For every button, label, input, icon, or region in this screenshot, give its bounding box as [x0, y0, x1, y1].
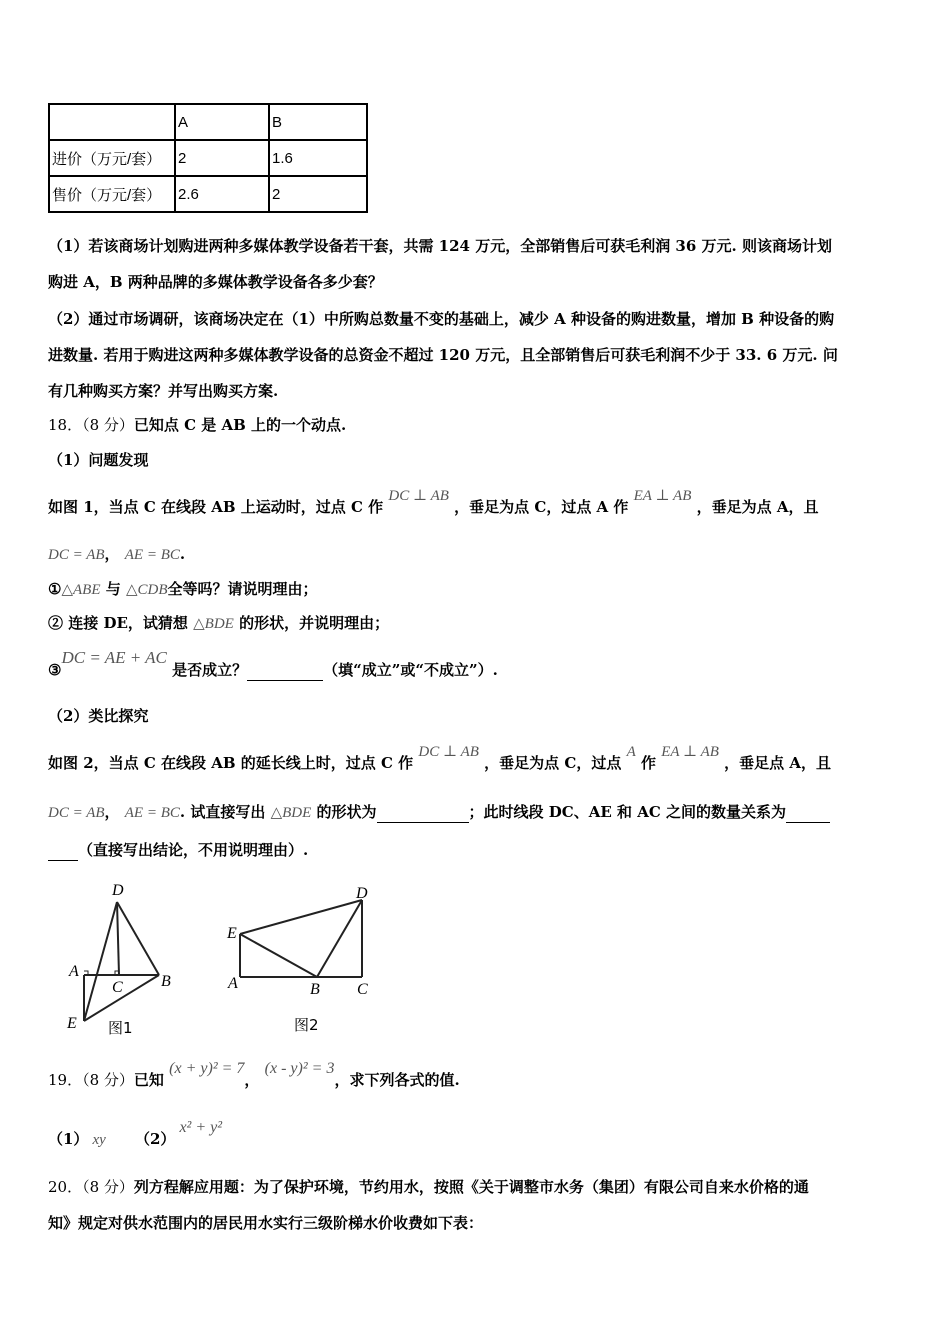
text: 全等吗？请说明理由；	[167, 580, 318, 598]
math-point-a: A	[626, 744, 636, 760]
text: ，垂足点 A，且	[724, 754, 832, 772]
label-c: C	[112, 979, 123, 996]
figure-caption: 图1	[108, 1019, 133, 1037]
text: ② 连接 DE，试猜想	[48, 614, 188, 632]
q18-question3	[48, 648, 498, 681]
text: 如图 2，当点 C 在线段 AB 的延长线上时，过点 C 作	[48, 754, 414, 772]
figure-caption: 图2	[294, 1016, 319, 1034]
text: （2）	[135, 1130, 176, 1148]
text: 的形状为	[316, 803, 377, 821]
math-triangle-abe: △ABE	[61, 582, 101, 598]
math-diff-squared: (x - y)² = 3	[264, 1060, 335, 1077]
text: ①	[48, 580, 62, 598]
text: 已知	[133, 1071, 164, 1089]
text: ，垂足为点 C，过点 A 作	[454, 498, 629, 516]
text: ，	[244, 1071, 260, 1089]
table-cell	[49, 104, 175, 140]
q18-figure1-statement	[48, 488, 819, 518]
q18-figure2-end	[48, 840, 308, 861]
answer-blank[interactable]	[247, 660, 323, 681]
math-x2-plus-y2: x² + y²	[179, 1119, 223, 1136]
math-ae-eq-bc: AE = BC	[124, 547, 180, 563]
table-cell: 2	[269, 176, 367, 212]
text: ，	[104, 545, 120, 563]
math-dc-eq-ae-plus-ac: DC = AE + AC	[61, 648, 167, 667]
text: ；此时线段 DC、AE 和 AC 之间的数量关系为	[468, 803, 787, 821]
q17-part2-line1: （2）通过市场调研，该商场决定在（1）中所购总数量不变的基础上，减少 A 种设备的购进数量，增加 B 种设备的购	[48, 310, 835, 328]
q17-part2-line2: 进数量. 若用于购进这两种多媒体教学设备的总资金不超过 120 万元，且全部销售后可获毛利润不少于 33. 6 万元. 问	[48, 346, 838, 364]
math-triangle-cdb: △CDB	[125, 582, 168, 598]
price-table	[48, 103, 368, 213]
math-dc-perp-ab: DC ⊥ AB	[388, 488, 449, 504]
figure-2	[222, 878, 382, 1038]
text: ，垂足为点 C，过点	[484, 754, 622, 772]
math-dc-eq-ab: DC = AB	[48, 805, 105, 821]
segment-dc	[117, 902, 119, 975]
math-triangle-bde: △BDE	[193, 616, 234, 632]
table-cell: A	[175, 104, 269, 140]
text: 作	[640, 754, 656, 772]
table-cell: 进价（万元/套）	[49, 140, 175, 176]
text: （1）	[48, 1130, 89, 1148]
q18-section1-title: （1）问题发现	[48, 451, 149, 469]
segment-db	[117, 902, 159, 975]
q18-figure2-statement	[48, 744, 832, 774]
text: （直接写出结论，不用说明理由）.	[78, 841, 309, 859]
label-b: B	[310, 981, 320, 998]
label-b: B	[161, 973, 171, 990]
label-d: D	[356, 885, 368, 902]
label-c: C	[357, 981, 368, 998]
text: （填“成立”或“不成立”）.	[323, 661, 498, 679]
label-e: E	[67, 1015, 77, 1032]
text: 如图 1，当点 C 在线段 AB 上运动时，过点 C 作	[48, 498, 384, 516]
math-dc-eq-ab: DC = AB	[48, 547, 105, 563]
q18-figure2-conditions	[48, 802, 830, 823]
question-number: 18．（8 分）	[48, 416, 134, 434]
math-sum-squared: (x + y)² = 7	[169, 1060, 245, 1077]
math-triangle-bde: △BDE	[270, 805, 312, 821]
q17-part1-line2: 购进 A，B 两种品牌的多媒体教学设备各多少套？	[48, 273, 383, 291]
q18-intro	[48, 415, 346, 435]
label-a: A	[228, 975, 238, 992]
text: ，垂足为点 A，且	[696, 498, 819, 516]
label-d: D	[112, 882, 124, 899]
text: . 试直接写出	[179, 803, 266, 821]
q20-line1	[48, 1177, 809, 1197]
q17-part1-line1: （1）若该商场计划购进两种多媒体教学设备若干套，共需 124 万元，全部销售后可获毛利润 36 万元. 则该商场计划	[48, 237, 832, 255]
question-number: 20．（8 分）	[48, 1178, 134, 1196]
answer-blank[interactable]	[786, 802, 830, 823]
segment-eb	[240, 934, 317, 977]
label-e: E	[227, 925, 237, 942]
q18-section2-title: （2）类比探究	[48, 707, 149, 725]
text: 列方程解应用题：为了保护环境，节约用水，按照《关于调整市水务（集团）有限公司自来水价格的通	[133, 1178, 809, 1196]
math-ea-perp-ab: EA ⊥ AB	[661, 744, 719, 760]
q18-question1	[48, 579, 318, 600]
text: ，	[104, 803, 120, 821]
math-xy: xy	[92, 1132, 106, 1148]
q18-conditions	[48, 544, 185, 565]
text: .	[179, 545, 186, 563]
math-ae-eq-bc: AE = BC	[124, 805, 180, 821]
segment-ed	[240, 900, 362, 934]
answer-blank[interactable]	[377, 802, 469, 823]
q20-line2: 知》规定对供水范围内的居民用水实行三级阶梯水价收费如下表：	[48, 1214, 484, 1232]
table-cell: 2.6	[175, 176, 269, 212]
table-header-row	[49, 104, 367, 140]
q17-part2-line3: 有几种购买方案？并写出购买方案.	[48, 382, 279, 400]
question-number: 19．（8 分）	[48, 1071, 134, 1089]
text: 的形状，并说明理由；	[239, 614, 390, 632]
answer-blank[interactable]	[48, 840, 78, 861]
text: 是否成立？	[172, 661, 248, 679]
q19-parts	[48, 1119, 223, 1150]
text: ③	[48, 661, 62, 679]
math-ea-perp-ab: EA ⊥ AB	[633, 488, 692, 504]
figure-1	[55, 878, 195, 1038]
table-cell: 1.6	[269, 140, 367, 176]
table-cell: B	[269, 104, 367, 140]
q18-question2	[48, 613, 389, 634]
table-row	[49, 140, 367, 176]
label-a: A	[69, 963, 79, 980]
q19-statement	[48, 1060, 460, 1091]
table-row	[49, 176, 367, 212]
table-cell: 售价（万元/套）	[49, 176, 175, 212]
text: ，求下列各式的值.	[334, 1071, 460, 1089]
table-cell: 2	[175, 140, 269, 176]
math-dc-perp-ab: DC ⊥ AB	[418, 744, 479, 760]
q18-intro-text: 已知点 C 是 AB 上的一个动点.	[133, 416, 347, 434]
text: 与	[105, 580, 121, 598]
